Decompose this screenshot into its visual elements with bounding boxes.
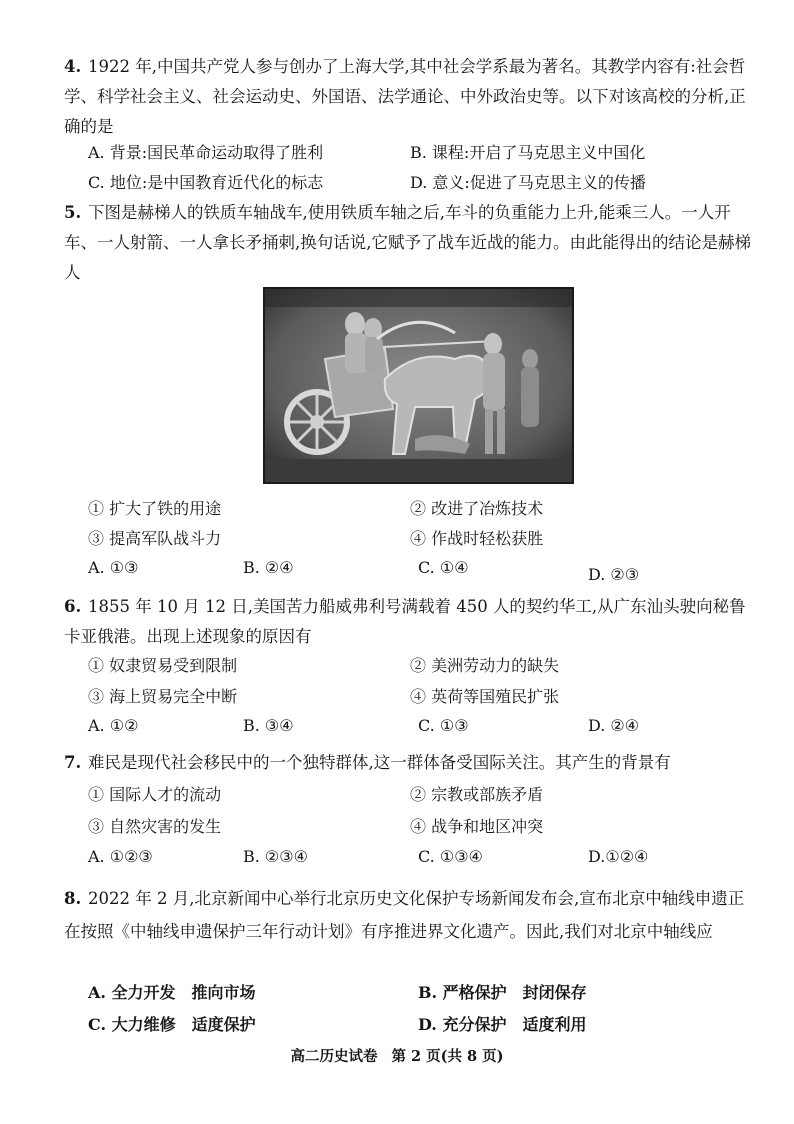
statement-1: ① 奴隶贸易受到限制 — [88, 656, 238, 675]
option-d: D. ②③ — [588, 565, 640, 584]
question-number: 5. — [64, 203, 82, 222]
option-a: A. ①②③ — [88, 847, 153, 866]
option-d: D. ②④ — [588, 716, 640, 735]
question-stem: 2022 年 2 月,北京新闻中心举行北京历史文化保护专场新闻发布会,宣布北京中轴线申遗正在按照《中轴线申遗保护三年行动计划》有序推进界文化遗产。因此,我们对北京中轴线应 — [64, 889, 745, 941]
option-d: D. 意义:促进了马克思主义的传播 — [410, 173, 646, 192]
statements-row-2 — [88, 814, 758, 842]
question-number: 7. — [64, 753, 82, 772]
question-5 — [64, 198, 754, 288]
options-row — [88, 558, 758, 586]
statement-3: ③ 自然灾害的发生 — [88, 817, 222, 836]
statements-row-1 — [88, 496, 758, 524]
page-number: 第 2 页(共 8 页) — [391, 1048, 504, 1065]
question-6 — [64, 592, 754, 652]
option-b: B. 严格保护 封闭保存 — [418, 983, 587, 1002]
statements-row-2 — [88, 684, 758, 712]
options-row-2 — [88, 170, 758, 198]
option-c: C. ①③ — [418, 716, 469, 735]
question-stem: 下图是赫梯人的铁质车轴战车,使用铁质车轴之后,车斗的负重能力上升,能乘三人。一人开车、一人射箭、一人拿长矛捅刺,换句话说,它赋予了战车近战的能力。由此能得出的结论是赫梯人 — [64, 203, 751, 282]
option-b: B. ③④ — [243, 716, 294, 735]
statements-row-1 — [88, 653, 758, 681]
question-7 — [64, 748, 754, 778]
statement-2: ② 宗教或部族矛盾 — [410, 785, 544, 804]
option-c: C. 大力维修 适度保护 — [88, 1015, 256, 1034]
question-number: 4. — [64, 57, 82, 76]
question-stem: 1922 年,中国共产党人参与创办了上海大学,其中社会学系最为著名。其教学内容有:社会哲学、科学社会主义、社会运动史、外国语、法学通论、中外政治史等。以下对该高校的分析,正确的是 — [64, 57, 746, 136]
options-row-1 — [88, 140, 758, 168]
question-4 — [64, 52, 754, 142]
question-8 — [64, 882, 754, 948]
statement-1: ① 国际人才的流动 — [88, 785, 222, 804]
statements-row-2 — [88, 526, 758, 554]
statement-1: ① 扩大了铁的用途 — [88, 499, 222, 518]
option-c: C. ①④ — [418, 558, 469, 577]
relief-drawing — [265, 289, 572, 482]
option-a: A. ①③ — [88, 558, 139, 577]
option-d: D. 充分保护 适度利用 — [418, 1015, 587, 1034]
statement-3: ③ 海上贸易完全中断 — [88, 687, 238, 706]
statement-2: ② 改进了冶炼技术 — [410, 499, 544, 518]
exam-title: 高二历史试卷 — [290, 1048, 378, 1065]
question-stem: 难民是现代社会移民中的一个独特群体,这一群体备受国际关注。其产生的背景有 — [88, 753, 671, 772]
statement-4: ④ 英荷等国殖民扩张 — [410, 687, 560, 706]
option-c: C. 地位:是中国教育近代化的标志 — [88, 173, 324, 192]
options-row-2 — [88, 1012, 758, 1040]
option-d: D.①②④ — [588, 847, 649, 866]
option-a: A. ①② — [88, 716, 139, 735]
option-c: C. ①③④ — [418, 847, 483, 866]
option-a: A. 背景:国民革命运动取得了胜利 — [88, 143, 324, 162]
options-row — [88, 847, 758, 875]
statement-2: ② 美洲劳动力的缺失 — [410, 656, 560, 675]
hittite-chariot-relief-image — [263, 287, 574, 484]
options-row — [88, 716, 758, 744]
option-b: B. ②④ — [243, 558, 294, 577]
question-number: 6. — [64, 597, 82, 616]
statement-4: ④ 战争和地区冲突 — [410, 817, 544, 836]
page-footer — [0, 1045, 794, 1066]
options-row-1 — [88, 980, 758, 1008]
option-b: B. ②③④ — [243, 847, 308, 866]
option-b: B. 课程:开启了马克思主义中国化 — [410, 143, 646, 162]
statement-3: ③ 提高军队战斗力 — [88, 529, 222, 548]
question-number: 8. — [64, 889, 82, 908]
question-stem: 1855 年 10 月 12 日,美国苦力船威弗利号满载着 450 人的契约华工,从广东汕头驶向秘鲁卡亚俄港。出现上述现象的原因有 — [64, 597, 746, 646]
statements-row-1 — [88, 782, 758, 810]
option-a: A. 全力开发 推向市场 — [88, 983, 256, 1002]
statement-4: ④ 作战时轻松获胜 — [410, 529, 544, 548]
